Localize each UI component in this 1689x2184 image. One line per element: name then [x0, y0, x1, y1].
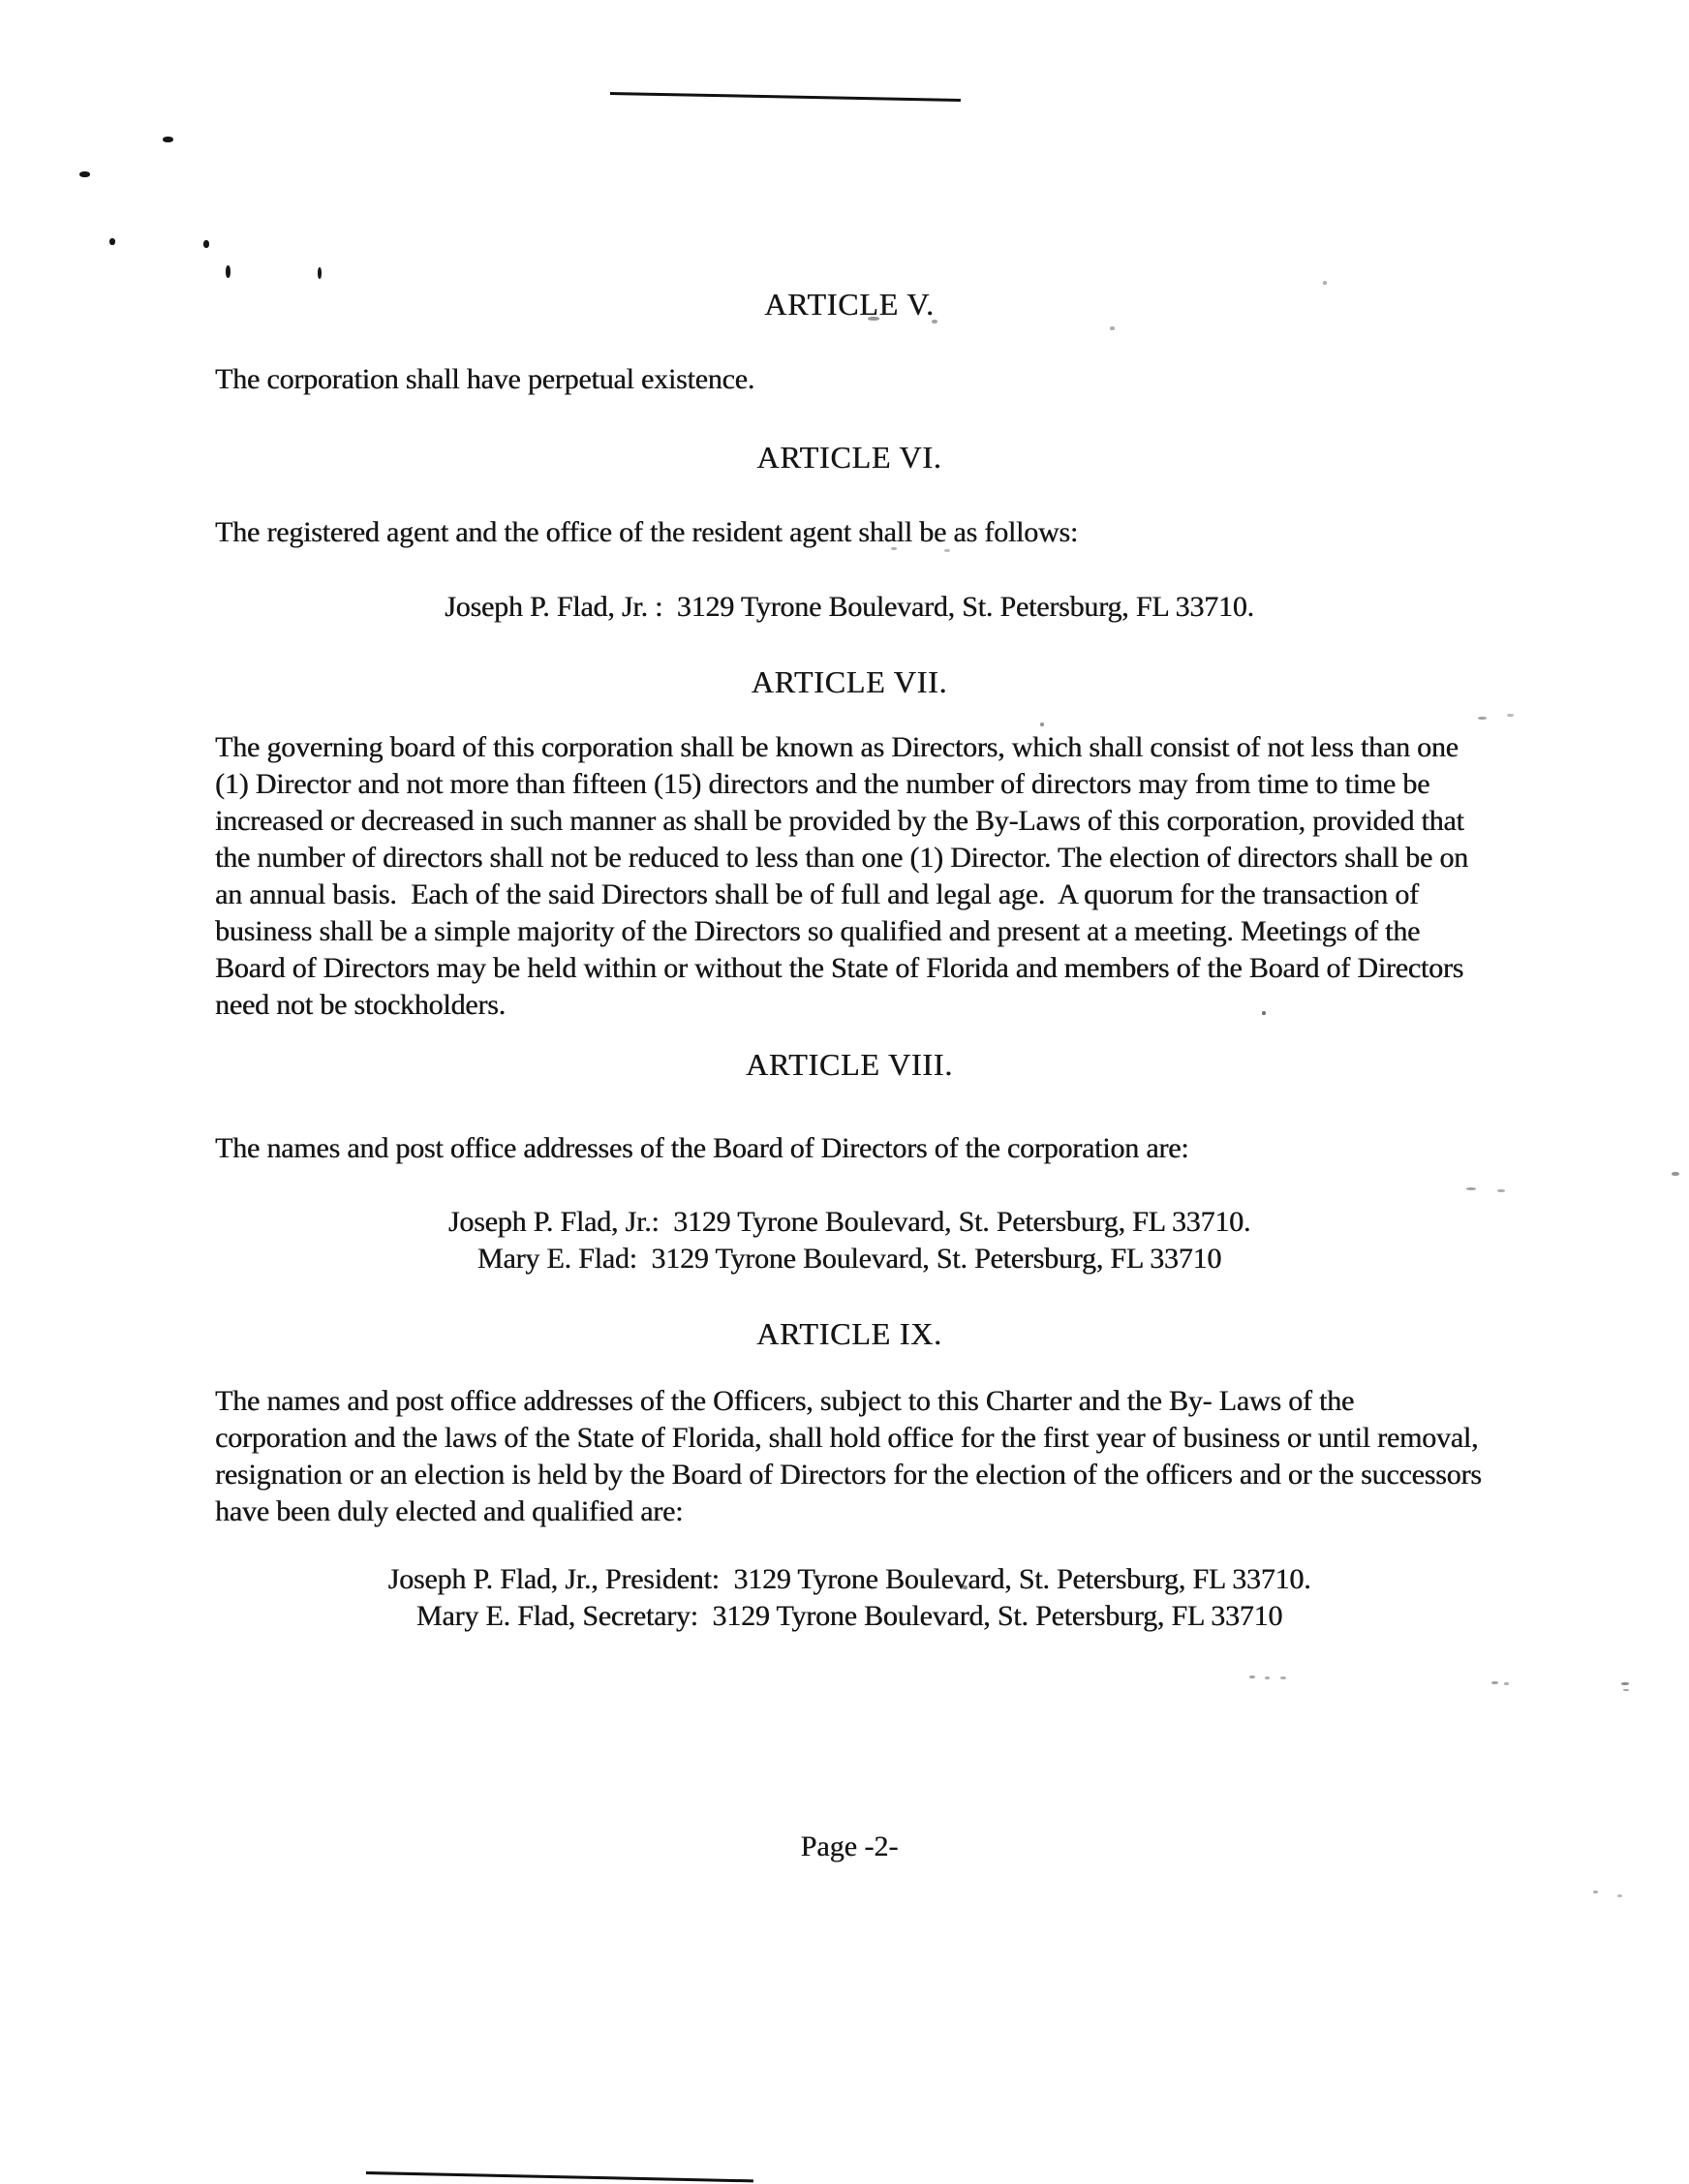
scan-speckle	[79, 171, 90, 177]
officers-address-block	[215, 1561, 1484, 1635]
article-v-heading: ARTICLE V.	[764, 287, 935, 322]
directors-address-block	[215, 1204, 1484, 1277]
article-vii-paragraph: The governing board of this corporation shall be known as Directors, which shall consist of not less than one (1) Director and not more than fifteen (15) directors and the number of directors may from time to time be increased or decreased in such manner as shall be provided by the By-Laws of this corporation, provided that the number of directors shall not be reduced to less than one (1) Director. The election of directors shall be on an annual basis. Each of the said Directors shall be of full and legal age. A quorum for the transaction of business shall be a simple majority of the Directors so qualified and present at a meeting. Meetings of the Board of Directors may be held within or without the State of Florida and members of the Board of Directors need not be stockholders.	[215, 731, 1476, 1021]
scan-speckle	[1617, 1894, 1622, 1897]
scan-speckle	[1672, 1172, 1679, 1176]
article-viii-heading: ARTICLE VIII.	[745, 1047, 954, 1082]
page-number: Page -2-	[800, 1830, 899, 1862]
scan-speckle	[1507, 714, 1514, 717]
scan-speckle	[203, 240, 209, 248]
officer-address-line: Joseph P. Flad, Jr., President: 3129 Tyrone Boulevard, St. Petersburg, FL 33710.	[387, 1563, 1311, 1595]
article-v-paragraph: The corporation shall have perpetual existence.	[215, 363, 755, 395]
scan-speckle	[109, 238, 115, 245]
scan-speckle	[1504, 1682, 1509, 1685]
article-ix-heading: ARTICLE IX.	[756, 1316, 942, 1351]
director-address-line: Joseph P. Flad, Jr.: 3129 Tyrone Boulevard, St. Petersburg, FL 33710.	[447, 1206, 1251, 1238]
article-vi-heading: ARTICLE VI.	[756, 440, 942, 475]
article-ix-paragraph: The names and post office addresses of the Officers, subject to this Charter and the By- Laws of the corporation and the laws of the State of Florida, shall hold office for the first year of business or until removal, resignation or an election is held by the Board of Directors for the election of the officers and or the successors have been duly elected and qualified are:	[215, 1385, 1489, 1527]
registered-agent-address-line: Joseph P. Flad, Jr. : 3129 Tyrone Boulevard, St. Petersburg, FL 33710.	[445, 591, 1254, 623]
article-vi-paragraph: The registered agent and the office of the resident agent shall be as follows:	[215, 516, 1079, 548]
bottom-horizontal-rule	[366, 2171, 753, 2182]
document-content	[215, 0, 1489, 1865]
article-viii-paragraph: The names and post office addresses of the Board of Directors of the corporation are:	[215, 1132, 1189, 1164]
scan-speckle	[1491, 1681, 1498, 1684]
scan-speckle	[1593, 1891, 1598, 1893]
director-address-line: Mary E. Flad: 3129 Tyrone Boulevard, St. Petersburg, FL 33710	[476, 1243, 1222, 1275]
scan-speckle	[1623, 1689, 1629, 1691]
scan-speckle	[1621, 1682, 1629, 1685]
scan-speckle	[1497, 1189, 1505, 1192]
officer-address-line: Mary E. Flad, Secretary: 3129 Tyrone Boulevard, St. Petersburg, FL 33710	[415, 1600, 1283, 1632]
scan-speckle	[163, 137, 173, 142]
article-vii-heading: ARTICLE VII.	[751, 664, 948, 699]
